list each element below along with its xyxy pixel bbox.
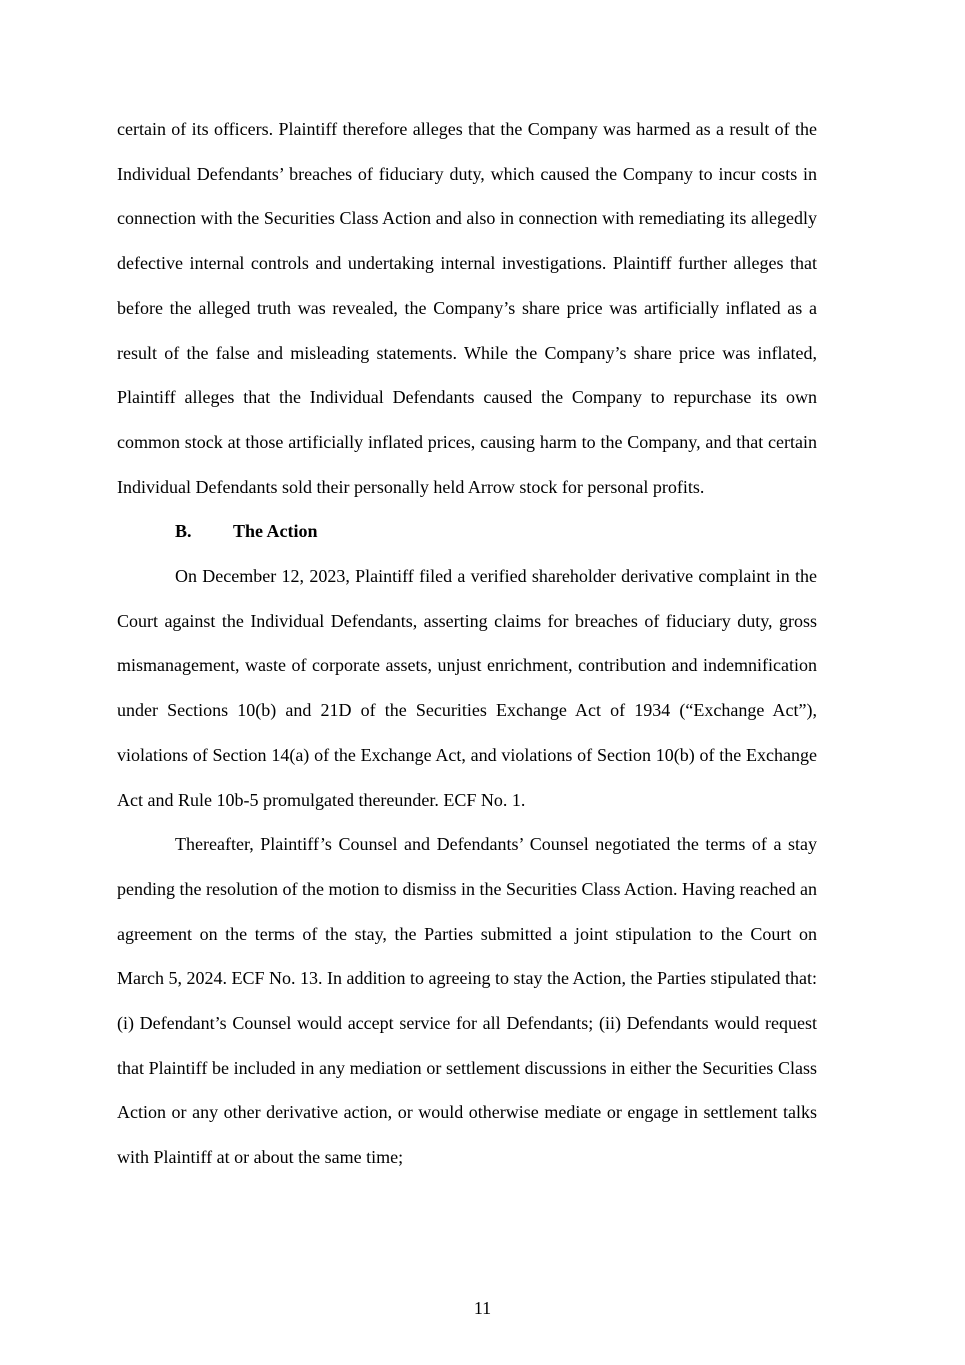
paragraph-complaint-filed: On December 12, 2023, Plaintiff filed a verified shareholder derivative complaint in the Court against the Individual Defendants, asserting claims for breaches of fiduciary duty, gross mismanagement, waste of corporate assets, unjust enrichment, contribution and indemnification under Sections 10(b) and 21D of the Securities Exchange Act of 1934 (“Exchange Act”), violations of Section 14(a) of the Exchange Act, and violations of Section 10(b) of the Exchange Act and Rule 10b-5 promulgated thereunder. ECF No. 1.: [117, 566, 817, 810]
section-heading-number: B.: [175, 521, 192, 542]
paragraph-stay-stipulation: Thereafter, Plaintiff’s Counsel and Defendants’ Counsel negotiated the terms of a stay pending the resolution of the motion to dismiss in the Securities Class Action. Having reached an agreement on the terms of the stay, the Parties submitted a joint stipulation to the Court on March 5, 2024. ECF No. 13. In addition to agreeing to stay the Action, the Parties stipulated that: (i) Defendant’s Counsel would accept service for all Defendants; (ii) Defendants would request that Plaintiff be included in any mediation or settlement discussions in either the Securities Class Action or any other derivative action, or would otherwise mediate or engage in settlement talks with Plaintiff at or about the same time;: [117, 834, 817, 1168]
page-number: 11: [473, 1298, 492, 1318]
section-heading-title: The Action: [233, 521, 318, 542]
paragraph-continuation: certain of its officers. Plaintiff therefore alleges that the Company was harmed as a result of the Individual Defendants’ breaches of fiduciary duty, which caused the Company to incur costs in connection with the Securities Class Action and also in connection with remediating its allegedly defective internal controls and undertaking internal investigations. Plaintiff further alleges that before the alleged truth was revealed, the Company’s share price was artificially inflated as a result of the false and misleading statements. While the Company’s share price was inflated, Plaintiff alleges that the Individual Defendants caused the Company to repurchase its own common stock at those artificially inflated prices, causing harm to the Company, and that certain Individual Defendants sold their personally held Arrow stock for personal profits.: [117, 119, 817, 497]
section-heading: [117, 509, 817, 554]
document-body: [117, 107, 817, 1180]
